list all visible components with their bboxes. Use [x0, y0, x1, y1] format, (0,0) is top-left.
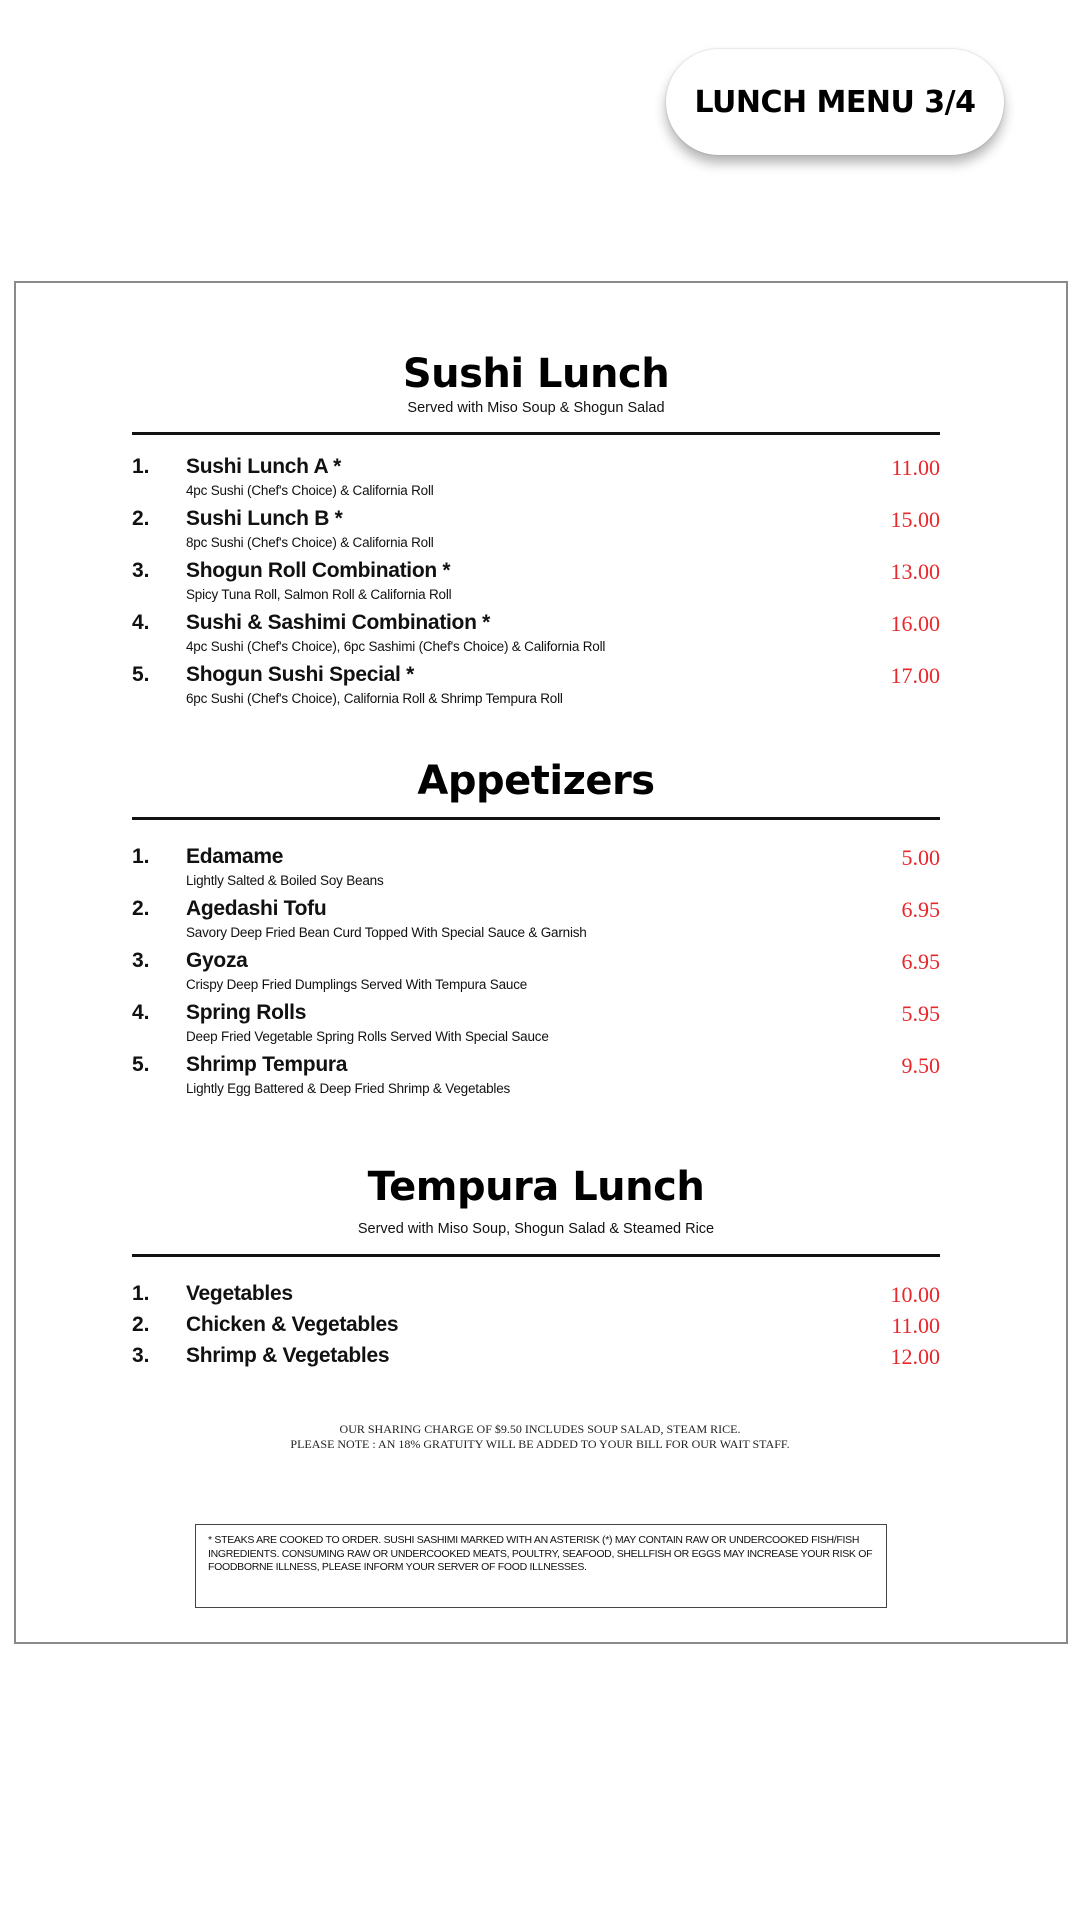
list-item [132, 663, 940, 715]
item-description: Lightly Salted & Boiled Soy Beans [186, 873, 384, 888]
section-divider [132, 817, 940, 820]
item-number: 1. [132, 1282, 150, 1305]
section-divider [132, 432, 940, 435]
item-number: 3. [132, 1344, 150, 1367]
section-divider [132, 1254, 940, 1257]
list-item [132, 1001, 940, 1053]
item-number: 3. [132, 559, 150, 582]
item-name: Shogun Roll Combination * [186, 559, 451, 582]
section-title: Appetizers [417, 758, 655, 804]
item-name: Sushi Lunch B * [186, 507, 343, 530]
item-price: 11.00 [891, 1313, 940, 1338]
item-name: Shrimp & Vegetables [186, 1344, 390, 1367]
list-item [132, 455, 940, 507]
item-description: 8pc Sushi (Chef's Choice) & California Roll [186, 535, 434, 550]
section-subtitle: Served with Miso Soup & Shogun Salad [407, 400, 665, 416]
food-safety-disclaimer: * STEAKS ARE COOKED TO ORDER. SUSHI SASHIMI MARKED WITH AN ASTERISK (*) MAY CONTAIN RAW OR UNDERCOOKED FISH/FISH INGREDIENTS. CONSUMING RAW OR UNDERCOOKED MEATS, POULTRY, SEAFOOD, SHELLFISH OR EGGS MAY INCREASE YOUR RISK OF FOODBORNE ILLNESS, PLEASE INFORM YOUR SERVER OF FOOD ILLNESSES. [195, 1524, 887, 1608]
section-subtitle: Served with Miso Soup, Shogun Salad & Steamed Rice [357, 1221, 715, 1237]
item-name: Spring Rolls [186, 1001, 307, 1024]
item-number: 2. [132, 897, 150, 920]
item-price: 10.00 [890, 1282, 940, 1307]
item-number: 1. [132, 845, 150, 868]
list-item [132, 507, 940, 559]
item-description: 4pc Sushi (Chef's Choice), 6pc Sashimi (Chef's Choice) & California Roll [186, 639, 606, 654]
item-description: Spicy Tuna Roll, Salmon Roll & California Roll [186, 587, 452, 602]
item-number: 4. [132, 611, 150, 634]
list-item [132, 949, 940, 1001]
item-price: 12.00 [890, 1344, 940, 1369]
item-name: Gyoza [186, 949, 248, 972]
item-price: 5.00 [901, 845, 940, 870]
tempura-lunch-list [132, 1282, 940, 1375]
list-item [132, 1344, 940, 1375]
item-description: 4pc Sushi (Chef's Choice) & California Roll [186, 483, 434, 498]
lunch-menu-page-badge[interactable] [666, 49, 1004, 155]
tempura-lunch-section [132, 1163, 940, 1237]
item-name: Agedashi Tofu [186, 897, 327, 920]
item-price: 17.00 [890, 663, 940, 688]
section-title: Sushi Lunch [402, 351, 670, 397]
item-name: Shrimp Tempura [186, 1053, 348, 1076]
sushi-lunch-list [132, 455, 940, 715]
item-price: 13.00 [890, 559, 940, 584]
list-item [132, 559, 940, 611]
item-number: 4. [132, 1001, 150, 1024]
sharing-charge-note [190, 1422, 890, 1452]
badge-label: LUNCH MENU 3/4 [694, 84, 976, 120]
item-price: 5.95 [901, 1001, 940, 1026]
item-number: 2. [132, 1313, 150, 1336]
item-description: 6pc Sushi (Chef's Choice), California Roll & Shrimp Tempura Roll [186, 691, 563, 706]
note-line: PLEASE NOTE : AN 18% GRATUITY WILL BE ADDED TO YOUR BILL FOR OUR WAIT STAFF. [290, 1437, 790, 1451]
item-name: Sushi & Sashimi Combination * [186, 611, 491, 634]
item-description: Lightly Egg Battered & Deep Fried Shrimp & Vegetables [186, 1081, 511, 1096]
list-item [132, 1313, 940, 1344]
list-item [132, 897, 940, 949]
item-name: Vegetables [186, 1282, 293, 1305]
item-description: Deep Fried Vegetable Spring Rolls Served With Special Sauce [186, 1029, 549, 1044]
item-number: 5. [132, 663, 150, 686]
item-name: Shogun Sushi Special * [186, 663, 414, 686]
item-price: 6.95 [901, 949, 940, 974]
item-description: Savory Deep Fried Bean Curd Topped With Special Sauce & Garnish [186, 925, 587, 940]
appetizers-section [132, 757, 940, 805]
sushi-lunch-section [132, 350, 940, 416]
list-item [132, 845, 940, 897]
item-number: 3. [132, 949, 150, 972]
item-price: 11.00 [891, 455, 940, 480]
item-name: Chicken & Vegetables [186, 1313, 399, 1336]
item-number: 2. [132, 507, 150, 530]
item-description: Crispy Deep Fried Dumplings Served With Tempura Sauce [186, 977, 528, 992]
item-number: 5. [132, 1053, 150, 1076]
list-item [132, 611, 940, 663]
item-price: 9.50 [901, 1053, 940, 1078]
list-item [132, 1282, 940, 1313]
note-line: OUR SHARING CHARGE OF $9.50 INCLUDES SOUP SALAD, STEAM RICE. [339, 1422, 741, 1436]
item-price: 6.95 [901, 897, 940, 922]
item-price: 16.00 [890, 611, 940, 636]
item-name: Edamame [186, 845, 284, 868]
item-number: 1. [132, 455, 150, 478]
list-item [132, 1053, 940, 1105]
section-title: Tempura Lunch [367, 1164, 705, 1210]
item-price: 15.00 [890, 507, 940, 532]
item-name: Sushi Lunch A * [186, 455, 341, 478]
appetizers-list [132, 845, 940, 1105]
